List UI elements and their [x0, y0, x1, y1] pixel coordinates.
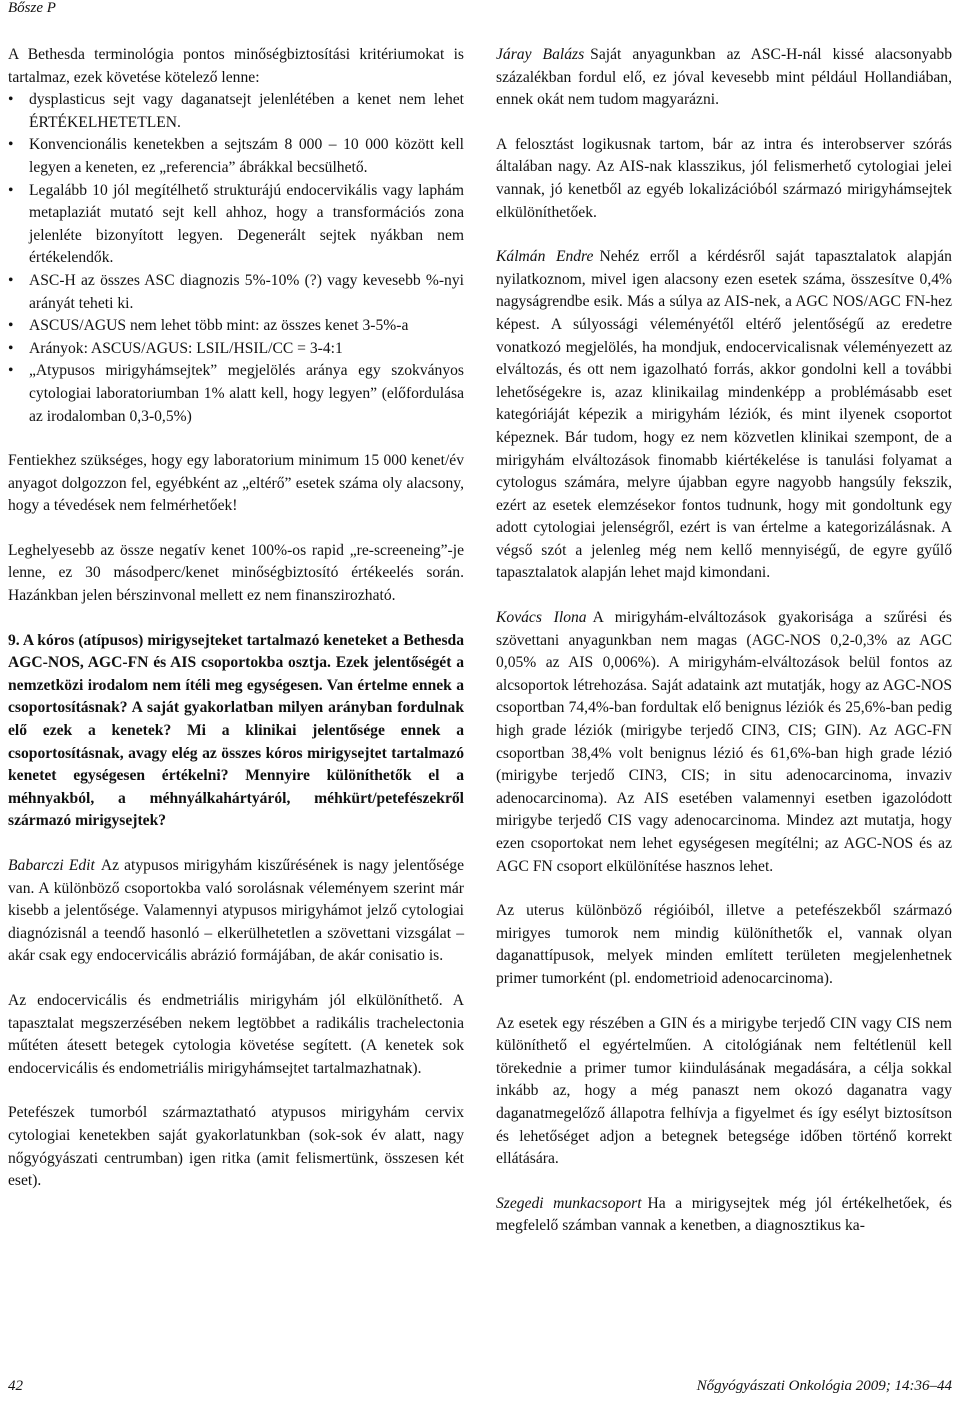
kalman-answer — [496, 246, 952, 585]
author-name: Babarczi Edit — [8, 857, 95, 874]
right-column — [496, 44, 952, 1238]
answer-text: Saját anyagunkban az ASC-H-nál kissé alacsonyabb százalékban fordul elő, ez jóval kevesebb mint például Hollandiában, ennek okát nem tudom magyarázni. — [496, 46, 952, 109]
jaray-answer-continued: A felosztást logikusnak tartom, bár az intra és interobserver szórás általában nagy. Az AIS-nak klasszikus, jól felismerhető cytologiai jelei vannak, jó kenetből az egyéb lokalizációból származó mirigyhámsejtek elkülöníthetőek. — [496, 135, 952, 221]
criteria-list — [8, 89, 464, 428]
answer-text: Nehéz erről a kérdésről saját tapasztalatok alapján nyilatkoznom, mivel igen alacsony ezen esetek száma, összesítve 0,4% nagyságrendbe esik. Más a súlya az AIS-nek, a AGC NOS/AGC FN-hez képest. A súlyossági véleményétől eltérő jelentőségű az eredetre vonatkozó megjelölés, ha mondjuk, endocervicalisnak véleményezett az elváltozás, és ott nem igazolható forrás, akkor gondolni kell a további lehetőségekre is, azaz klinikailag mindenképp a problémásabb eset kategóriáját képezik a mirigyhám léziók, és mint ilyenek csoportot képeznek. Bár tudom, hogy ez nem közvetlen klinikai szempont, de a mirigyhám elváltozások finomabb kiértékelése is tanulási folyamat a cytologus számára, melyre újabban egyre nagyobb hangsúly fekszik, ezért az esetek elemzésekor fontos tudnunk, hogy mit gondoltunk egy adott cytologiai jelenségről, ezért is van értelme a kategorizálásnak. A végső szót a jelenleg még nem kellő mennyiségű, de egyre gyűlő tapasztalatok alapján lehet majd kimondani. — [496, 248, 952, 582]
list-item: • dysplasticus sejt vagy daganatsejt jelenlétében a kenet nem lehet ÉRTÉKELHETETLEN. — [8, 89, 464, 134]
intro-paragraph: A Bethesda terminológia pontos minőségbiztosítási kritériumokat is tartalmaz, ezek követése kötelező lenne: — [8, 46, 464, 86]
author-name: Szegedi munkacsoport — [496, 1194, 642, 1212]
list-item: • ASC-H az összes ASC diagnozis 5%-10% (?) vagy kevesebb %-nyi arányát teheti ki. — [8, 270, 464, 315]
answer-text: A mirigyhám-elváltozások gyakorisága a szűrési és szövettani anyagunkban nem magas (AGC-NOS 0,2-0,3% az AGC 0,05% az AIS 0,006%). A mirigyhám-elváltozások belül fontos az alcsoportok létrehozása. Saját adataink azt mutatják, hogy az AGC-NOS csoportban 74,4%-ban fordultak elő benignus léziók és 25,6%-ban pedig high grade léziók (mirigybe terjedő CIN3, CIS; GIN). Az AGC-FN csoportban 38,4% volt benignus lézió és 61,6%-ban high grade lézió (mirigybe terjedő CIN3, CIS; in situ adenocarcinoma, invaziv adenocarcinoma). Az AIS esetében valamennyi esetben igazolódott mirigybe terjedő CIS vagy adenocarcinoma. Mindez azt mutatja, hogy ezen csoportokat nem lehet egységesen megítélni; az AGC-NOS és az AGC FN csoport elkülönítése hasznos lehet. — [496, 609, 952, 875]
page-number: 42 — [8, 1378, 23, 1394]
lab-requirement-paragraph: Fentiekhez szükséges, hogy egy laboratorium minimum 15 000 kenet/év anyagot dolgozzon fel, egyébként az „eltérő” esetek száma oly alacsony, hogy a tévedések nem felmérhetőek! — [8, 452, 464, 515]
answer-text: Ha a mirigysejtek még jól értékelhetőek, és megfelelő számban vannak a kenetben, a diagnosztikus ka- — [496, 1194, 952, 1235]
question-heading: 9. A kóros (atípusos) mirigysejteket tartalmazó keneteket a Bethesda AGC-NOS, AGC-FN és AIS csoportokba osztja. Ezek jelentőségét a nemzetközi irodalom nem ítéli meg egységesen. Van értelme ennek a csoportosításnak? A saját gyakorlatban milyen arányban fordulnak elő ezek a kenetek? Mi a klinikai jelentősége ennek a csoportosításnak, avagy elég az összes kóros mirigysejtet tartalmazó kenetet egységesen értékelni? Mennyire különíthetők el a méhnyakból, a méhnyálkahártyáról, méhkürt/petefészekről származó mirigysejtek? — [8, 631, 464, 830]
list-item: • Konvencionális kenetekben a sejtszám 8 000 – 10 000 között kell legyen a keneten, ez „referencia” ábrákkal becsülhető. — [8, 134, 464, 179]
uterus-paragraph: Az uterus különböző régióiból, illetve a petefészekből származó mirigyes tumorok nem mindig különíthetők el, vannak olyan daganattípusok, melyek minden említett területen megjelenhetnek primer tumorként (pl. endometrioid adenocarcinoma). — [496, 902, 952, 987]
babarczi-answer — [8, 855, 464, 968]
running-header: Bősze P — [8, 0, 56, 16]
rescreening-paragraph: Leghelyesebb az össze negatív kenet 100%-os rapid „re-screeneing”-je lenne, ez 30 másodperc/kenet minőségbiztosító értékeelés során. Hazánkban jelen bérszinvonal mellett ez nem finanszirozható. — [8, 541, 464, 605]
list-item: • Legalább 10 jól megítélhető strukturájú endocervikális vagy laphám metaplaziát mutató sejt kell ahhoz, hogy a transformációs zona jelenléte bizonyított legyen. Degenerált sejtek nyákban nem értékelendők. — [8, 180, 464, 270]
author-name: Kovács Ilona — [496, 609, 587, 627]
list-item: • „Atypusos mirigyhámsejtek” megjelölés aránya egy szokványos cytologiai laboratoriumban 1% alatt kell, hogy legyen” (előfordulása az irodalomban 0,3-0,5%) — [8, 360, 464, 428]
author-name: Járay Balázs — [496, 46, 585, 63]
author-name: Kálmán Endre — [496, 248, 594, 266]
answer-text: Az atypusos mirigyhám kiszűrésének is nagy jelentősége van. A különböző csoportokba való sorolásnak véleményem szerint már kisebb a jelentősége. Valamennyi atypusos mirigyhámot jelző cytologiai diagnózisnál a teendő hasonló – elkerülhetetlen a szövettani vizsgálat – akár csak egy endocervicális abrázió formájában, de akár conisatio is. — [8, 857, 465, 965]
left-column — [8, 44, 464, 1193]
list-item: • ASCUS/AGUS nem lehet több mint: az összes kenet 3-5%-a — [8, 315, 464, 338]
endocervical-paragraph: Az endocervicális és endmetriális mirigyhám jól elkülöníthető. A tapasztalat megszerzésében nekem legtöbbet a radikális trachelectonia műtéten átesett betegek cytologia követése segített. (A kenetek sok endocervicális és endometriális mirigyhámsejtet tartalmazhatnak). — [8, 991, 464, 1077]
jaray-answer — [496, 44, 952, 112]
szegedi-answer — [496, 1193, 952, 1238]
list-item: • Arányok: ASCUS/AGUS: LSIL/HSIL/CC = 3-4:1 — [8, 338, 464, 361]
ovarian-paragraph: Petefészek tumorból származtatható atypusos mirigyhám cervix cytologiai kenetekben saját gyakorlatunkban (sok-sok év alatt, nagy nőgyógyászati centrumban) igen ritka (amit felismertünk, összesen két eset). — [8, 1104, 464, 1190]
gin-paragraph: Az esetek egy részében a GIN és a mirigybe terjedő CIN vagy CIS nem különíthető el egyértelműen. A citológiának nem feltétlenül kell törekednie a primer tumor kiindulásának megadására, a célja sokkal inkább az, hogy a még panaszt nem okozó daganatra vagy daganatmegelőző állapotra felhívja a figyelmet és így esélyt biztosítson és lehetőséget adjon a betegnek betegsége időben történő korrekt ellátására. — [496, 1014, 952, 1168]
kovacs-answer — [496, 607, 952, 878]
journal-citation: Nőgyógyászati Onkológia 2009; 14:36–44 — [696, 1378, 952, 1394]
